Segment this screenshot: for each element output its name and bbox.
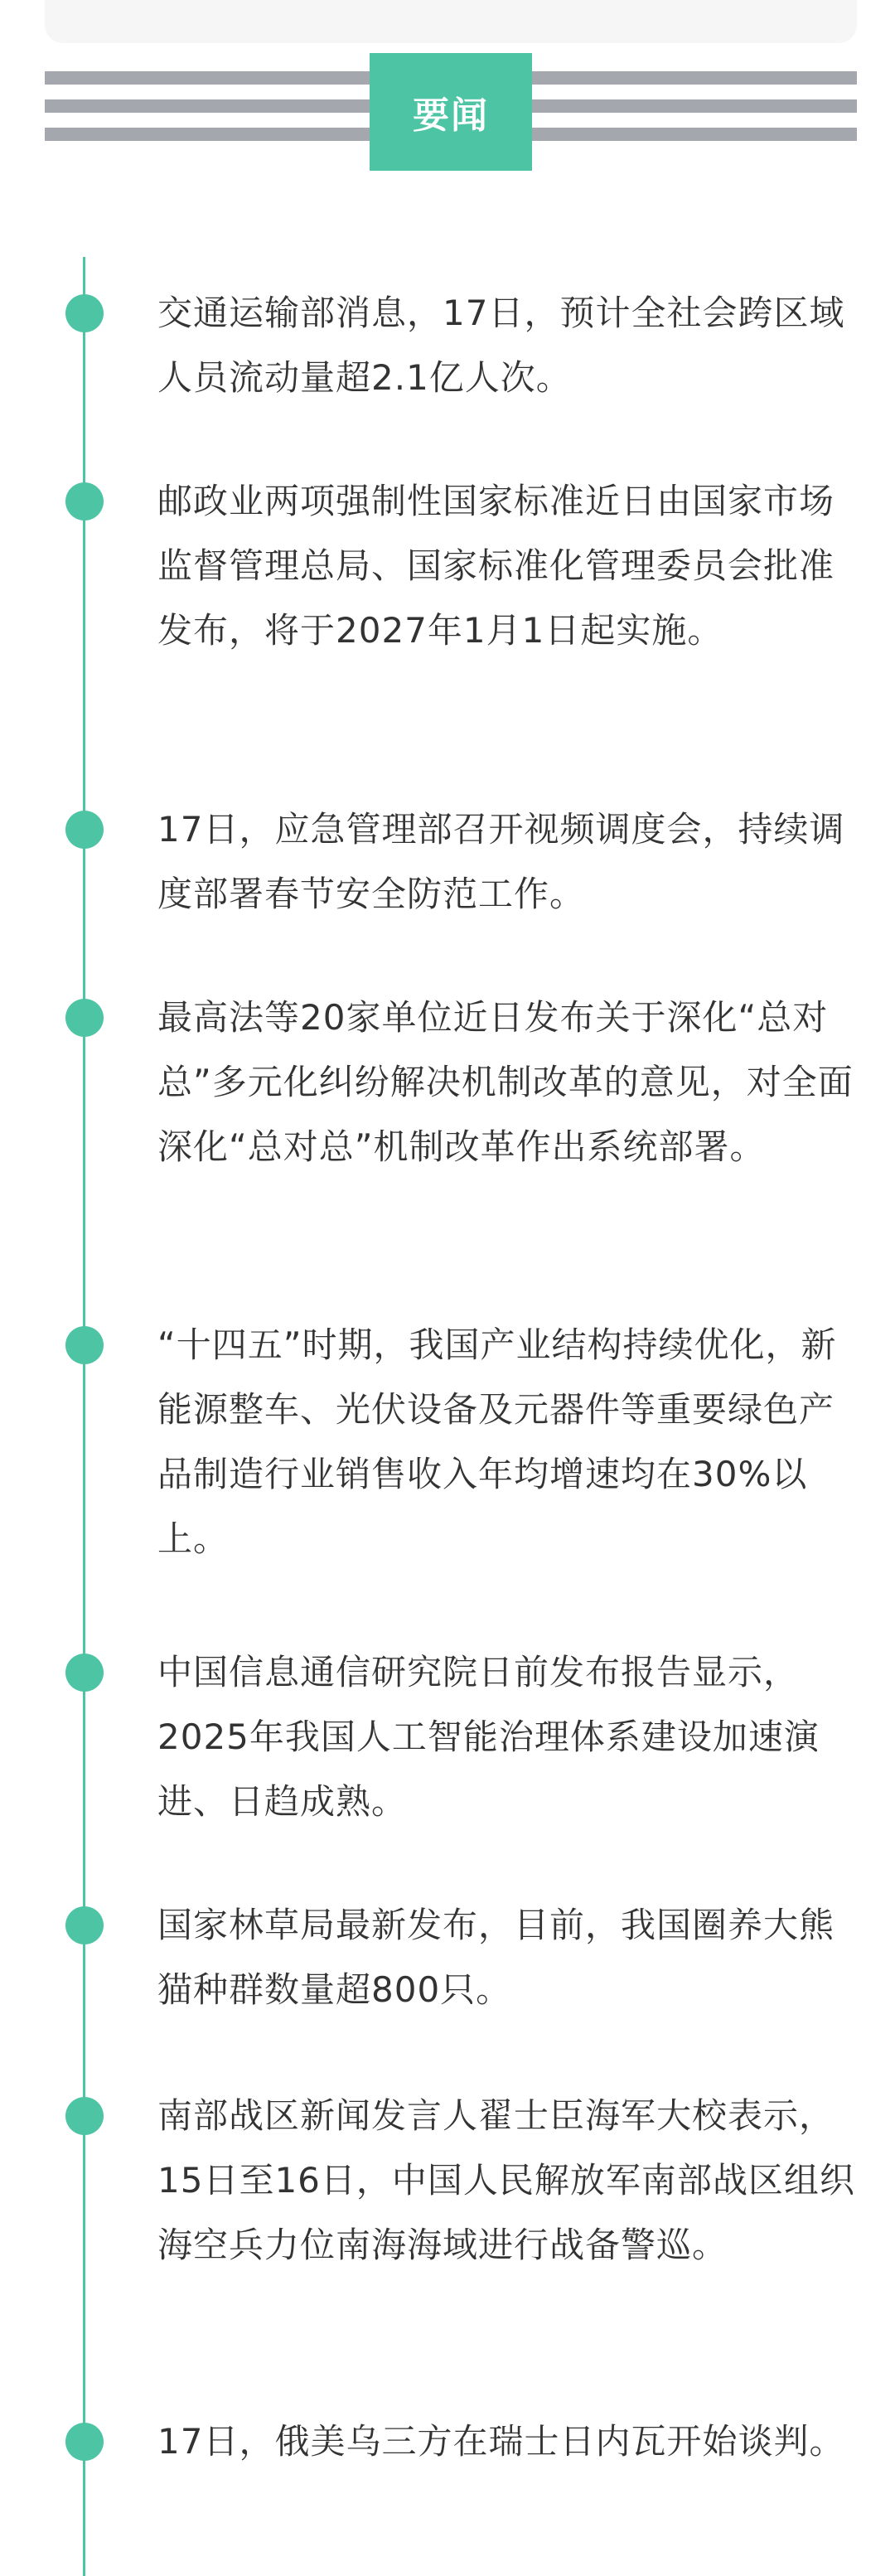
timeline-dot bbox=[65, 294, 104, 332]
news-text: 邮政业两项强制性国家标准近日由国家市场监督管理总局、国家标准化管理委员会批准发布，将于2027年1月1日起实施。 bbox=[157, 481, 835, 651]
timeline-dot bbox=[65, 811, 104, 849]
news-text: 17日，俄美乌三方在瑞士日内瓦开始谈判。 bbox=[157, 2421, 845, 2462]
news-text: 交通运输部消息，17日，预计全社会跨区域人员流动量超2.1亿人次。 bbox=[157, 293, 845, 398]
timeline-dot bbox=[65, 1906, 104, 1944]
timeline-dot bbox=[65, 482, 104, 521]
timeline-dot bbox=[65, 1326, 104, 1364]
news-text: 南部战区新闻发言人翟士臣海军大校表示，15日至16日，中国人民解放军南部战区组织海空兵力位南海海域进行战备警巡。 bbox=[157, 2095, 855, 2265]
news-text: 最高法等20家单位近日发布关于深化“总对总”多元化纠纷解决机制改革的意见，对全面深化“总对总”机制改革作出系统部署。 bbox=[157, 997, 854, 1167]
news-text: 中国信息通信研究院日前发布报告显示，2025年我国人工智能治理体系建设加速演进、日趋成熟。 bbox=[157, 1652, 820, 1822]
timeline-dot bbox=[65, 1654, 104, 1692]
timeline-dot bbox=[65, 999, 104, 1037]
timeline-dot bbox=[65, 2097, 104, 2135]
section-title: 要闻 bbox=[370, 53, 532, 171]
news-text: 17日，应急管理部召开视频调度会，持续调度部署春节安全防范工作。 bbox=[157, 809, 845, 914]
news-text: 国家林草局最新发布，目前，我国圈养大熊猫种群数量超800只。 bbox=[157, 1905, 835, 2010]
news-text: “十四五”时期，我国产业结构持续优化，新能源整车、光伏设备及元器件等重要绿色产品制造行业销售收入年均增速均在30%以上。 bbox=[157, 1324, 837, 1559]
timeline-dot bbox=[65, 2423, 104, 2461]
